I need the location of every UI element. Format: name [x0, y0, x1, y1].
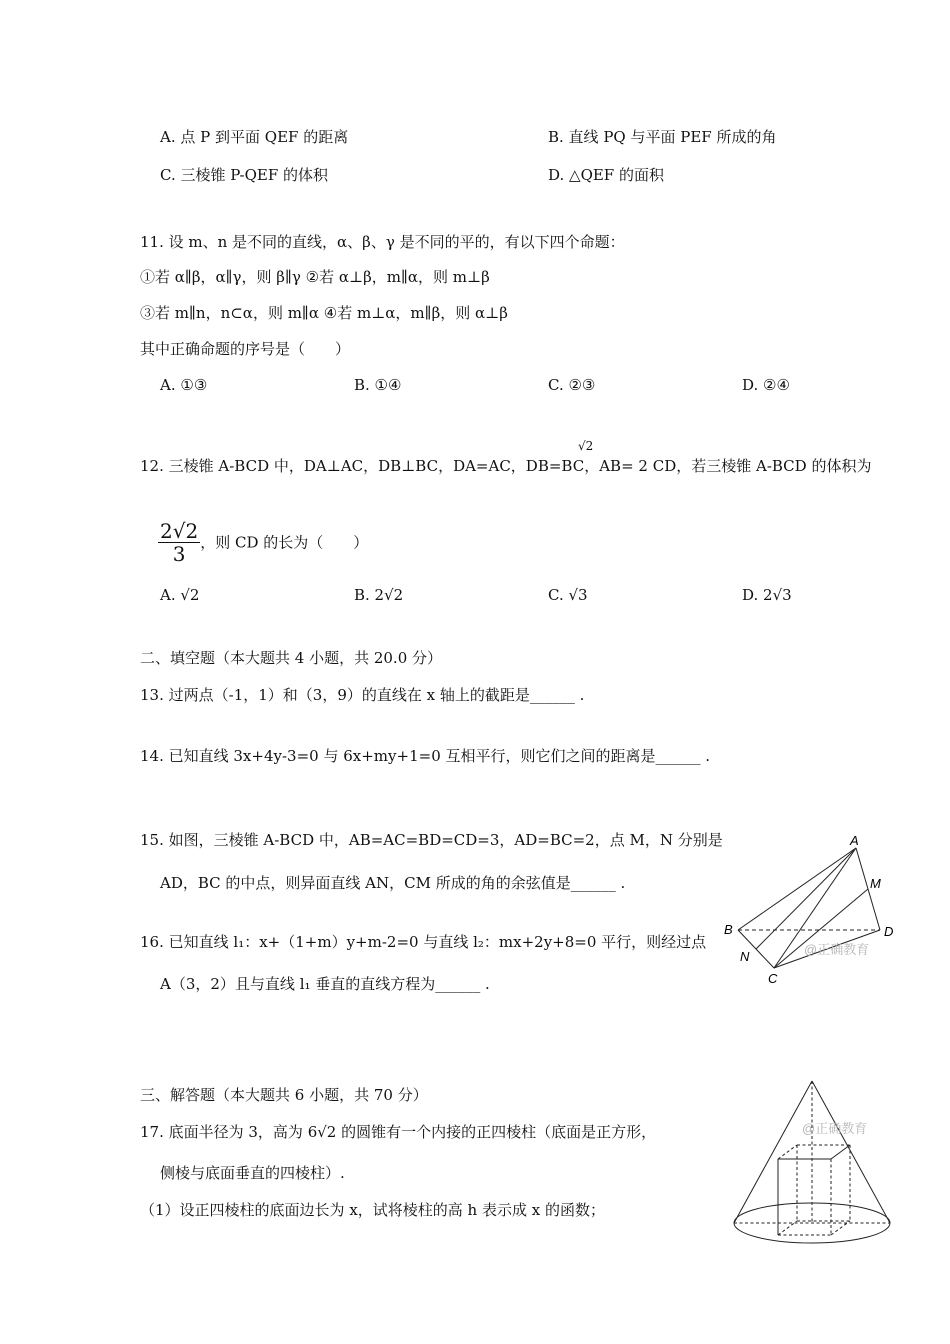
q12-frac-numerator: 2√2 — [160, 519, 199, 543]
figure15-watermark: @正确教育 — [804, 942, 870, 957]
q11-option-d: D. ②④ — [742, 376, 790, 394]
label-a: A — [850, 833, 859, 848]
prism-top-left-edge — [778, 1145, 797, 1159]
q17-part1: （1）设正四棱柱的底面边长为 x，试将棱柱的高 h 表示成 x 的函数； — [140, 1201, 605, 1219]
q12-option-a: A. √2 — [160, 586, 200, 604]
q10-option-c: C. 三棱锥 P-QEF 的体积 — [160, 166, 329, 184]
cone-right-edge — [812, 1081, 890, 1223]
q12-option-d: D. 2√3 — [742, 586, 792, 604]
q12-option-b: B. 2√2 — [354, 586, 404, 604]
q10-option-b: B. 直线 PQ 与平面 PEF 所成的角 — [548, 128, 777, 146]
q10-option-d: D. △QEF 的面积 — [548, 166, 664, 184]
q11-option-c: C. ②③ — [548, 376, 596, 394]
q12-tail: ，则 CD 的长为（ ） — [200, 533, 369, 552]
q15-line2: AD，BC 的中点，则异面直线 AN，CM 所成的角的余弦值是______ . — [160, 874, 626, 892]
q12-stem: 12. 三棱锥 A-BCD 中，DA⊥AC，DB⊥BC，DA=AC，DB=BC，AB= 2 CD，若三棱锥 A-BCD 的体积为 — [140, 457, 872, 475]
section2-heading: 二、填空题（本大题共 4 小题，共 20.0 分） — [140, 649, 443, 667]
label-n: N — [740, 949, 750, 964]
segment-an — [756, 848, 856, 949]
q11-line2: ③若 m∥n，n⊂α，则 m∥α ④若 m⊥α，m∥β，则 α⊥β — [140, 304, 508, 322]
cone-left-edge — [734, 1081, 812, 1223]
prism-top-right-edge — [831, 1145, 850, 1159]
q11-option-a: A. ①③ — [160, 376, 208, 394]
figure17-watermark: @正确教育 — [802, 1121, 868, 1136]
edge-ab — [738, 848, 856, 930]
section3-heading: 三、解答题（本大题共 6 小题，共 70 分） — [140, 1086, 428, 1104]
q17-line2: 侧棱与底面垂直的四棱柱）. — [160, 1164, 345, 1182]
q12-volume-fraction — [158, 520, 200, 565]
label-b: B — [724, 922, 733, 937]
q14: 14. 已知直线 3x+4y-3=0 与 6x+my+1=0 互相平行，则它们之间的距离是______ . — [140, 747, 711, 765]
q17-line1: 17. 底面半径为 3，高为 6√2 的圆锥有一个内接的正四棱柱（底面是正方形， — [140, 1123, 657, 1141]
q12-sqrt-mark: √2 — [578, 439, 594, 453]
q12-option-c: C. √3 — [548, 586, 588, 604]
label-m: M — [870, 876, 881, 891]
q16-line1: 16. 已知直线 l₁：x+（1+m）y+m-2=0 与直线 l₂：mx+2y+8=0 平行，则经过点 — [140, 933, 707, 951]
label-d: D — [884, 924, 894, 939]
q11-line1: ①若 α∥β，α∥γ，则 β∥γ ②若 α⊥β，m∥α，则 m⊥β — [140, 268, 490, 286]
q11-stem: 11. 设 m、n 是不同的直线，α、β、γ 是不同的平的，有以下四个命题： — [140, 233, 625, 251]
q15-line1: 15. 如图，三棱锥 A-BCD 中，AB=AC=BD=CD=3，AD=BC=2，点 M，N 分别是 — [140, 831, 723, 849]
q17-cone-figure — [728, 1075, 898, 1255]
q11-ask: 其中正确命题的序号是（ ） — [140, 340, 351, 358]
q13: 13. 过两点（-1，1）和（3，9）的直线在 x 轴上的截距是______ . — [140, 686, 585, 704]
label-c: C — [768, 971, 778, 986]
q11-option-b: B. ①④ — [354, 376, 402, 394]
q16-line2: A（3，2）且与直线 l₁ 垂直的直线方程为______ . — [160, 975, 490, 993]
q12-frac-denominator: 3 — [172, 542, 186, 566]
q12-volume-line — [158, 520, 368, 565]
q15-tetrahedron-figure — [720, 830, 910, 990]
q10-option-a: A. 点 P 到平面 QEF 的距离 — [160, 128, 349, 146]
